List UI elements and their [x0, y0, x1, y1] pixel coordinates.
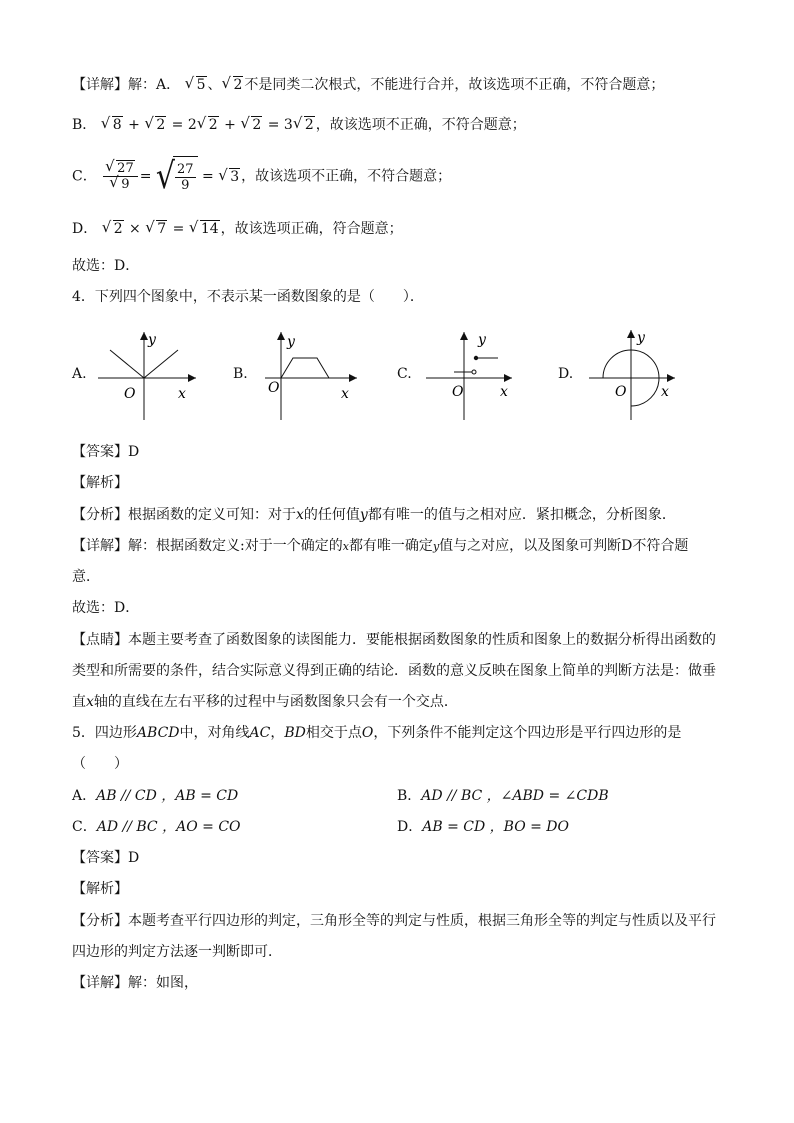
comment-4-a: 【点睛】本题主要考查了函数图象的读图能力．要能根据函数图象的性质和图象上的数据分析得出函数的	[72, 632, 716, 648]
sqrt-2: √ 2	[222, 76, 244, 94]
question-4: 4．下列四个图象中，不表示某一函数图象的是（ ）．	[72, 289, 424, 305]
svg-text:x: x	[661, 384, 669, 400]
svg-text:O: O	[615, 384, 627, 400]
jiexi-4: 【解析】	[72, 475, 128, 491]
sqrt-5: √ 5	[185, 76, 207, 94]
option-c-line: C． √ 27 √ 9 = √ $\frac{27}{9}$ = √ 3 ，故该选项不正确，不符合题意；	[72, 156, 451, 197]
svg-text:O: O	[452, 384, 464, 400]
sqrt-of-fraction: √ $\frac{27}{9}$	[156, 156, 198, 197]
option-b-line: B． √ 8 + √ 2 = 2√ 2 + √ 2 = 3√ 2 ，故该选项不正确，不符合题意；	[72, 116, 526, 134]
svg-text:x: x	[178, 386, 186, 402]
svg-text:x: x	[500, 384, 508, 400]
jiexi-5: 【解析】	[72, 881, 128, 897]
graph-b	[257, 322, 367, 422]
detail-4-a: 【详解】解：根据函数定义:对于一个确定的x都有唯一确定y值与之对应，以及图象可判断D不符合题	[72, 538, 689, 554]
comment-4-b: 类型和所需要的条件，结合实际意义得到正确的结论．函数的意义反映在图象上简单的判断方法是：做垂	[72, 663, 716, 679]
fraction-sqrt27-sqrt9: √ 27 √ 9	[103, 161, 138, 192]
svg-text:y: y	[287, 334, 295, 350]
detail-line-a: 【详解】解：A． √ 5 、√ 2 不是同类二次根式，不能进行合并，故该选项不正确，不符合题意；	[72, 76, 664, 94]
detail-5: 【详解】解：如图，	[72, 975, 198, 991]
graph-a	[90, 322, 200, 422]
graph-c	[424, 322, 534, 422]
question-5: 5．四边形ABCD中，对角线AC，BD相交于点O，下列条件不能判定这个四边形是平行四边形的是	[72, 725, 682, 741]
q5-option-d: D．AB = CD ，BO = DO	[397, 819, 570, 835]
q4-option-c-label: C.	[397, 366, 412, 382]
q5-option-c: C．AD // BC ，AO = CO	[72, 819, 241, 835]
analysis-5-a: 【分析】本题考查平行四边形的判定，三角形全等的判定与性质，根据三角形全等的判定与性质以及平行	[72, 913, 716, 929]
svg-text:x: x	[341, 386, 349, 402]
svg-text:O: O	[124, 386, 136, 402]
answer-4: 【答案】D	[72, 444, 140, 460]
graph-d	[587, 322, 697, 422]
q5-option-b: B．AD // BC ，∠ABD = ∠CDB	[397, 788, 609, 804]
detail-tag: 【详解】	[72, 77, 128, 93]
analysis-5-b: 四边形的判定方法逐一判断即可．	[72, 944, 282, 960]
q4-option-a-label: A.	[72, 366, 87, 382]
svg-text:y: y	[478, 332, 486, 348]
question-5-paren: （ ）	[72, 756, 128, 772]
option-d-line: D． √ 2 × √ 7 = √ 14 ，故该选项正确，符合题意；	[72, 220, 403, 238]
svg-text:y: y	[637, 330, 645, 346]
choose-line-4: 故选：D．	[72, 600, 140, 616]
q4-graphs	[72, 322, 712, 432]
comment-4-c: 直x轴的直线在左右平移的过程中与函数图象只会有一个交点．	[72, 694, 458, 710]
detail-4-b: 意．	[72, 569, 100, 585]
answer-5: 【答案】D	[72, 850, 140, 866]
q5-option-a: A．AB // CD ，AB = CD	[72, 788, 239, 804]
choose-line-3: 故选：D．	[72, 258, 140, 274]
q4-option-b-label: B.	[233, 366, 248, 382]
q4-option-d-label: D.	[558, 366, 574, 382]
analysis-4: 【分析】根据函数的定义可知：对于x的任何值y都有唯一的值与之相对应．紧扣概念，分析图象．	[72, 507, 676, 523]
graph-a-y: y	[148, 332, 156, 348]
svg-text:O: O	[268, 380, 280, 396]
